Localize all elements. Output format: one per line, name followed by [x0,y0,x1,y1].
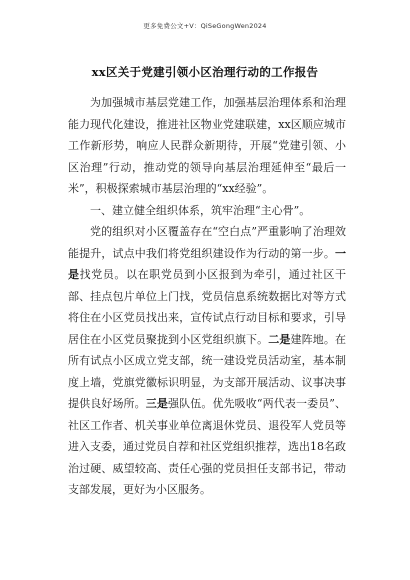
paragraph-intro: 为加强城市基层党建工作，加强基层治理体系和治理能力现代化建设，推进社区物业党建联建，xx区顺应城市工作新形势，响应人民群众新期待，开展“党建引领、小区治理”行动，推动党的领导向基层治理延伸至“最后一米”，积极探索城市基层治理的“xx经验”。 [68,96,346,195]
document-body [68,92,346,501]
item-1-label: 一是 [68,246,346,281]
item-3-label: 三是 [145,397,169,410]
document-title: xx区关于党建引领小区治理行动的工作报告 [91,65,319,79]
paragraph-organization [68,221,346,501]
header-note: 更多免费公文+V：QiSeGongWen2024 [143,22,267,30]
section-heading-1: 一、建立健全组织体系，筑牢治理“主心骨”。 [90,203,311,217]
paragraph-lead: 党的组织对小区覆盖存在“空白点”严重影响了治理效能提升，试点中我们将党组织建设作为行动的第一步。 [68,225,346,260]
item-2-label: 二是 [268,332,291,346]
item-1-text: 找党员。以在职党员到小区报到为牵引，通过社区干部、挂点包片单位上门找，党员信息系统数据比对等方式将住在小区党员找出来，宣传试点行动目标和要求，引导居住在小区党员聚拢到小区党组织旗下。 [68,268,346,346]
item-2-text: 建阵地。在所有试点小区成立党支部，统一建设党员活动室，基本制度上墙，党旗党徽标识明显，为支部开展活动、议事决事提供良好场所。 [68,332,346,410]
item-3-text: 强队伍。优先吸收“两代表一委员”、社区工作者、机关事业单位离退休党员、退役军人党员等进入支委，通过党员自荐和社区党组织推荐，选出18名政治过硬、威望较高、责任心强的党员担任支部书记，带动支部发展，更好为小区服务。 [68,397,347,496]
